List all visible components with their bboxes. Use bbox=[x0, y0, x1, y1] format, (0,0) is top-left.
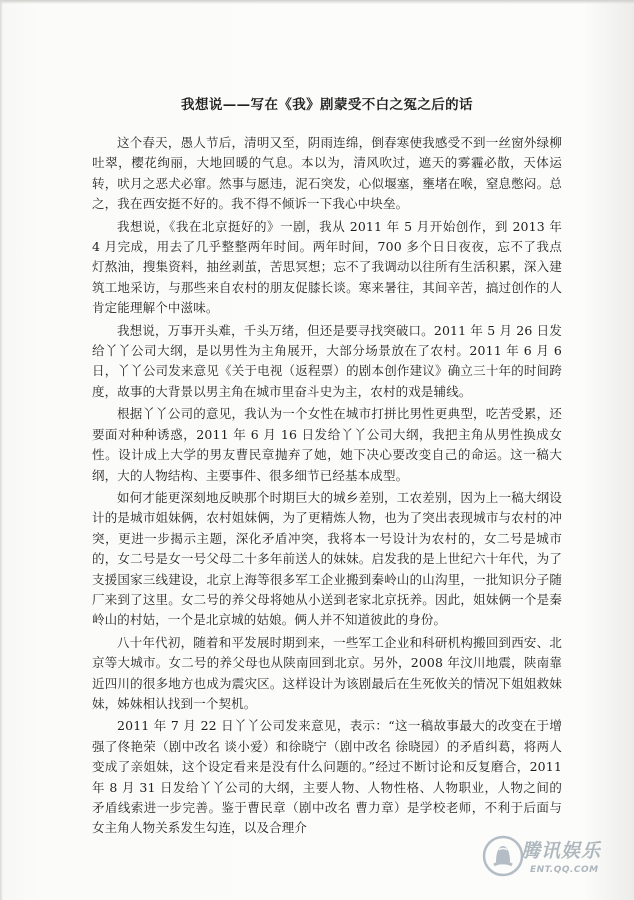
document-content bbox=[92, 95, 562, 841]
paragraph-1: 这个春天，愚人节后，清明又至，阴雨连绵，倒春寒使我感受不到一丝窗外绿柳吐翠，樱花绚丽，大地回暖的气息。本以为，清风吹过，遮天的雾霾必散，天体运转，吠月之恶犬必窜。然事与愿违，泥石突发，心似堰塞，壅堵在喉，窒息憋闷。总之，我在西安挺不好的。我不得不倾诉一下我心中块垒。 bbox=[92, 135, 562, 212]
watermark-url-text: ENT.QQ.COM bbox=[530, 865, 599, 875]
paragraph-2: 我想说，《我在北京挺好的》一剧，我从 2011 年 5 月开始创作，到 2013 年 4 月完成，用去了几乎整整两年时间。两年时间，700 多个日日夜夜，忘不了我点灯熬油，搜集资料，抽丝剥茧，苦思冥想；忘不了我调动以往所有生活积累，深入建筑工地采访，与那些来自农村的朋友促膝长谈。寒来暑往，其间辛苦，搞过创作的人肯定能理解个中滋味。 bbox=[92, 218, 562, 316]
tencent-entertainment-watermark bbox=[481, 832, 626, 890]
page-shadow-left bbox=[0, 0, 3, 900]
page-shadow-top bbox=[0, 0, 634, 4]
document-title: 我想说——写在《我》剧蒙受不白之冤之后的话 bbox=[181, 97, 473, 113]
paragraph-6: 八十年代初，随着和平发展时期到来，一些军工企业和科研机构搬回到西安、北京等大城市。女二号的养父母也从陕南回到北京。另外，2008 年汶川地震，陕南靠近四川的很多地方也成为震灾区。这样设计为该剧最后在生死攸关的情况下姐姐救妹妹，姊妹相认找到一个契机。 bbox=[92, 634, 562, 711]
paragraph-5: 如何才能更深刻地反映那个时期巨大的城乡差别，工农差别，因为上一稿大纲设计的是城市姐妹俩，农村姐妹俩，为了更精炼人物，也为了突出表现城市与农村的冲突，更进一步揭示主题，深化矛盾冲突，我将本一号设计为农村的，女二号是城市的，女二号是女一号父母二十多年前送人的妹妹。启发我的是上世纪六十年代，为了支援国家三线建设，北京上海等很多军工企业搬到秦岭山的山沟里，一批知识分子随厂来到了这里。女二号的养父母将她从小送到老家北京抚养。因此，姐妹俩一个是秦岭山的村姑，一个是北京城的姑娘。俩人并不知道彼此的身份。 bbox=[92, 489, 562, 628]
tencent-penguin-icon bbox=[481, 834, 525, 878]
watermark-brand-text: 腾讯娱乐 bbox=[521, 840, 602, 862]
paragraph-3: 我想说，万事开头难，千头万绪，但还是要寻找突破口。2011 年 5 月 26 日发给丫丫公司大纲，是以男性为主角展开，大部分场景放在了农村。2011 年 6 月 6 日，丫丫公司发来意见《关于电视（返程票）的剧本创作建议》确立三十年的时间跨度，故事的大背景以男主角在城市里奋斗史为主，农村的戏是辅线。 bbox=[92, 322, 562, 399]
paragraph-4: 根据丫丫公司的意见，我认为一个女性在城市打拼比男性更典型，吃苦受累，还要面对种种诱惑，2011 年 6 月 16 日发给丫丫公司大纲，我把主角从男性换成女性。设计成上大学的男友曹民章抛弃了她，她下决心要改变自己的命运。这一稿大纲，大的人物结构、主要事件、很多细节已经基本成型。 bbox=[92, 406, 562, 483]
paragraph-7: 2011 年 7 月 22 日丫丫公司发来意见，表示：“这一稿故事最大的改变在于增强了佟艳荣（剧中改名 谈小爱）和徐晓宁（剧中改名 徐晓园）的矛盾纠葛，将两人变成了亲姐妹，这个设定看来是没有什么问题的。”经过不断讨论和反复磨合，2011 年 8 月 31 日发给丫丫公司的大纲，主要人物、人物性格、人物职业，人物之间的矛盾线索进一步完善。鉴于曹民章（剧中改名 曹力章）是学校老师，不利于后面与女主角人物关系发生勾连，以及合理介 bbox=[92, 718, 562, 836]
